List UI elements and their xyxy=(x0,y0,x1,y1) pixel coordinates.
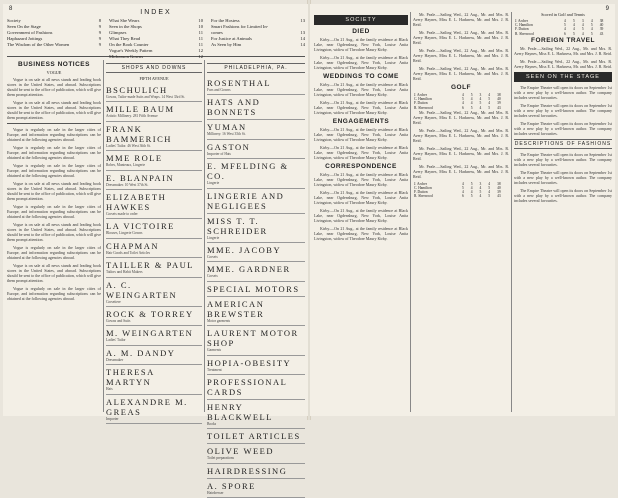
advertiser-name: HOPIA-OBESITY xyxy=(207,357,292,368)
score-cell: F. Dutton xyxy=(414,190,428,195)
advertiser-details: Hairdresser xyxy=(207,490,224,495)
advertiser-name: LA VICTOIRE xyxy=(106,221,175,232)
golf-header: GOLF xyxy=(450,84,472,91)
advertiser-name: MILLE BAUM xyxy=(106,104,175,115)
index-box xyxy=(7,10,305,57)
score-cell: 5 xyxy=(590,23,593,28)
advertisement xyxy=(207,189,305,214)
advertisement xyxy=(106,122,202,151)
index-entry-page: 14 xyxy=(300,36,305,41)
index-entry-label: Haphazard Jottings xyxy=(7,36,43,41)
score-cell: 4 xyxy=(470,190,473,195)
advertisement xyxy=(207,95,305,120)
score-cell: R. Sherwood xyxy=(414,105,433,110)
advertisement xyxy=(106,346,202,365)
advertiser-name: GASTON xyxy=(207,141,251,152)
advertiser-details: Motor garments xyxy=(207,318,231,323)
score-cell: 4 xyxy=(462,93,464,97)
score-cell: 4 xyxy=(564,19,566,23)
index-entry-label: For the Hostess xyxy=(211,18,240,23)
advertiser-details: Gowns, Tailor-made Suits and Wraps. 14 West 33rd St. xyxy=(106,95,186,99)
advertiser-name: PROFESSIONAL CARDS xyxy=(207,377,288,398)
advertiser-details: Millinery. 16 West 35th St. xyxy=(207,132,246,137)
score-cell: 40 xyxy=(497,97,501,102)
score-cell: 3 xyxy=(479,93,482,97)
advertisement xyxy=(106,190,202,219)
score-cell: 5 xyxy=(462,186,464,191)
left-page xyxy=(3,4,308,495)
index-entry-label: comes xyxy=(211,30,223,35)
advertiser-details: Treatment xyxy=(207,367,222,372)
advertiser-name: ALEXANDRE M. GREAS xyxy=(106,396,188,417)
score-cell: 5 xyxy=(470,194,473,199)
advertiser-details: Garments xyxy=(207,348,221,353)
index-entry-page: 9 xyxy=(98,30,101,35)
advertisement xyxy=(207,326,305,355)
score-cell: 38 xyxy=(599,19,604,23)
score-cell: C. Hamilton xyxy=(414,186,432,191)
page-number-left: 8 xyxy=(9,6,13,12)
index-entry-label: The Wisdom of the Other Women xyxy=(7,42,70,47)
index-entry-page: 12 xyxy=(198,48,203,53)
advertiser-details: Corsetiere xyxy=(106,299,121,304)
golf-scores-table xyxy=(413,182,509,199)
advertiser-name: HENRY BLACKWELL xyxy=(207,402,273,423)
advertisement xyxy=(106,365,202,394)
advertiser-name: M. WEINGARTEN xyxy=(106,328,194,339)
column-divider xyxy=(103,60,104,412)
advertisement xyxy=(106,151,202,170)
advertiser-details: Lingerie xyxy=(207,235,220,240)
descriptions-header: DESCRIPTIONS OF FASHIONS xyxy=(514,140,612,147)
ads-list xyxy=(106,83,202,424)
score-cell: 5 xyxy=(488,97,491,102)
score-cell: J. Archer xyxy=(515,19,528,23)
score-cell: 5 xyxy=(572,31,575,36)
score-cell: 43 xyxy=(599,31,604,36)
score-cell: 4 xyxy=(462,181,464,186)
advertiser-details: Corsets made to order xyxy=(106,212,138,217)
score-cell: 6 xyxy=(564,31,566,36)
advertiser-name: LINGERIE AND NEGLIGEES xyxy=(207,190,285,211)
advertiser-name: THERESA MARTYN xyxy=(106,367,155,388)
score-cell: 4 xyxy=(488,101,491,106)
score-cell: 40 xyxy=(497,186,501,191)
advertisement xyxy=(207,400,305,429)
advertiser-details: Lingerie xyxy=(207,181,220,186)
score-cell: R. Sherwood xyxy=(414,194,433,199)
index-entry-page: 10 xyxy=(198,24,203,29)
advertiser-name: MME. JACOBY xyxy=(207,245,282,256)
score-cell: 40 xyxy=(599,23,604,28)
advertiser-details: Artistic Millinery. 281 Fifth Avenue xyxy=(106,114,158,119)
right-page xyxy=(310,4,615,416)
score-cell: 4 xyxy=(572,27,575,32)
score-cell: 5 xyxy=(564,23,566,28)
score-cell: 3 xyxy=(479,181,482,186)
advertiser-name: A. SPORE xyxy=(207,480,256,491)
score-cell: 5 xyxy=(590,31,593,36)
engagements-header: ENGAGEMENTS xyxy=(332,118,390,125)
advertiser-name: FRANK BAMMERICH xyxy=(106,123,172,144)
column-divider xyxy=(511,12,512,412)
advertiser-details: Corsets xyxy=(207,274,218,279)
advertisement xyxy=(207,356,305,375)
advertiser-details: Furs and Gowns xyxy=(207,88,231,92)
score-cell: 5 xyxy=(479,101,482,106)
score-cell: 4 xyxy=(479,105,482,110)
index-entry-page: 13 xyxy=(300,30,305,35)
advertiser-details: Toilet preparations xyxy=(207,456,234,461)
advertisement xyxy=(106,239,202,258)
score-cell: 5 xyxy=(488,186,491,191)
score-cell: 4 xyxy=(488,181,491,186)
advertisement xyxy=(106,278,202,307)
golf-scores-table xyxy=(413,93,509,110)
advertisement xyxy=(207,262,305,281)
score-cell: 39 xyxy=(497,101,501,106)
advertiser-name: CHAPMAN xyxy=(106,240,160,251)
score-cell: 4 xyxy=(581,31,584,36)
died-header: DIED xyxy=(352,28,370,35)
seen-on-stage-banner: SEEN ON THE STAGE xyxy=(514,72,612,82)
scores-title: Scored in Golf and Tennis xyxy=(541,12,585,17)
advertiser-name: SPECIAL MOTORS xyxy=(207,283,300,294)
index-entry-page: 11 xyxy=(198,30,203,35)
score-row xyxy=(413,194,509,198)
society-banner: SOCIETY xyxy=(314,15,408,25)
advertisement xyxy=(207,282,305,297)
score-cell: 4 xyxy=(488,190,491,195)
score-cell: R. Sherwood xyxy=(515,31,534,36)
advertiser-details: Importer xyxy=(106,416,119,421)
advertiser-name: MME ROLE xyxy=(106,153,163,164)
advertiser-details: Books xyxy=(207,422,217,427)
society-column xyxy=(207,60,305,495)
index-entry-page: 10 xyxy=(198,18,203,23)
score-cell: 4 xyxy=(590,19,593,23)
advertisement xyxy=(207,140,305,159)
advertiser-name: BSCHULICH xyxy=(106,85,168,95)
score-row xyxy=(514,32,612,36)
advertiser-details: Hats xyxy=(106,387,113,392)
score-cell: 5 xyxy=(488,105,491,110)
advertisement xyxy=(106,258,202,277)
index-entry-label: As Seen by Him xyxy=(211,42,242,47)
advertiser-details: Tailors and Habit Makers xyxy=(106,270,143,275)
index-entry-label: Smart Fashions for Limited In- xyxy=(211,24,269,29)
advertiser-name: OLIVE WEED xyxy=(207,446,275,457)
score-cell: 6 xyxy=(462,105,464,110)
advertisement xyxy=(106,171,202,190)
ads-list xyxy=(207,76,305,498)
travel-column: Mr. Peale.—Sailing Wed., 22 Aug., Mr. and Mrs. R. Avery Haynes, Miss E. L. Harkness, Mr. and Mrs. J. R. Reid. Mr. Peale.—Sailing Wed., 22 Aug., Mr. and Mrs. R. Avery Haynes, Miss E. L. Harkness, Mr. and Mrs. J. R. Reid. Mr. Peale.—Sailing Wed., 22 Aug., Mr. and Mrs. R. Avery Haynes, Miss E. L. Harkness, Mr. and Mrs. J. R. Reid. Mr. Peale.—Sailing Wed., 22 Aug., Mr. and Mrs. R. Avery Haynes, Miss E. L. Harkness, Mr. and Mrs. J. R. Reid. GOLF J. Archer 4 5 3 4 38 C. Hamilton 5 4 4 5 40 F. Dutton 4 4 5 4 39 R. Sherwood 6 5 4 5 43 Mr. Peale.—Sailing Wed., 22 Aug., Mr. and Mrs. R. Avery Haynes, Miss E. L. Harkness, Mr. and Mrs. J. R. Reid. Mr. Peale.—Sailing Wed., 22 Aug., Mr. and Mrs. R. Avery Haynes, Miss E. L. Harkness, Mr. and Mrs. J. R. Reid. Mr. Peale.—Sailing Wed., 22 Aug., Mr. and Mrs. R. Avery Haynes, Miss E. L. Harkness, Mr. and Mrs. J. R. Reid. Mr. Peale.—Sailing Wed., 22 Aug., Mr. and Mrs. R. Avery Haynes, Miss E. L. Harkness, Mr. and Mrs. J. R. Reid. J. Archer 4 5 3 4 38 C. Hamilton 5 4 4 5 40 F. Dutton 4 4 5 4 39 R. Sherwood 6 5 4 5 43 xyxy=(413,12,509,199)
advertiser-name: HATS AND BONNETS xyxy=(207,97,261,118)
advertiser-name: ROSENTHAL xyxy=(207,78,272,88)
advertiser-details: Corsets xyxy=(207,255,218,260)
score-cell: 5 xyxy=(462,97,464,102)
score-cell: 5 xyxy=(581,27,584,32)
score-cell: 5 xyxy=(470,181,473,186)
score-cell: 4 xyxy=(590,27,593,32)
score-cell: 5 xyxy=(479,190,482,195)
index-col-1 xyxy=(7,18,101,48)
index-entry-page: 9 xyxy=(98,42,101,47)
index-entry[interactable] xyxy=(7,42,101,48)
column-divider xyxy=(204,60,205,412)
score-cell: 43 xyxy=(497,105,501,110)
score-cell: 38 xyxy=(497,181,501,186)
advertiser-details: Dressmaker. 10 West 37th St. xyxy=(106,182,149,187)
index-entry-label: Government of Fashions xyxy=(7,30,53,35)
score-cell: F. Dutton xyxy=(515,27,529,32)
weddings-header: WEDDINGS TO COME xyxy=(323,73,399,80)
advertiser-name: ELIZABETH HAWKES xyxy=(106,192,167,213)
score-cell: 4 xyxy=(564,27,566,32)
advertiser-details: Gowns and Suits xyxy=(106,319,131,324)
index-entry-page: 13 xyxy=(300,18,305,23)
advertiser-details: Robes, Manteaux, Lingerie xyxy=(106,163,146,168)
index-entry-page: 8 xyxy=(98,18,101,23)
score-cell: 39 xyxy=(497,190,501,195)
column-divider xyxy=(410,12,411,412)
scores-table xyxy=(514,19,612,36)
stage-column: Scored in Golf and Tennis J. Archer 4 5 3 4 38 C. Hamilton 5 4 4 5 40 F. Dutton 4 4 5 4 39 R. Sherwood 6 5 4 5 43 FOREIGN TRAVEL Mr. Peale.—Sailing Wed., 22 Aug., Mr. and Mrs. R. Avery Haynes, Miss E. L. Harkness, Mr. and Mrs. J. R. Reid. Mr. Peale.—Sailing Wed., 22 Aug., Mr. and Mrs. R. Avery Haynes, Miss E. L. Harkness, Mr. and Mrs. J. R. Reid. SEEN ON THE STAGE The Empire Theatre will open its doors on September 1st with a new play by a well-known author. The company includes several favourites. The Empire Theatre will open its doors on September 1st with a new play by a well-known author. The company includes several favourites. The Empire Theatre will open its doors on September 1st with a new play by a well-known author. The company includes several favourites. DESCRIPTIONS OF FASHIONS The Empire Theatre will open its doors on September 1st with a new play by a well-known author. The company includes several favourites. The Empire Theatre will open its doors on September 1st with a new play by a well-known author. The company includes several favourites. The Empire Theatre will open its doors on September 1st with a new play by a well-known author. The company includes several favourites. xyxy=(514,12,612,203)
advertiser-name: A. C. WEINGARTEN xyxy=(106,279,178,300)
advertisement xyxy=(207,120,305,139)
index-title: INDEX xyxy=(140,9,172,16)
score-cell: 4 xyxy=(470,101,473,106)
index-entry-page: 9 xyxy=(98,36,101,41)
score-cell: 4 xyxy=(572,23,575,28)
advertiser-details: Ladies' Tailor. 46 West 36th St. xyxy=(106,143,151,148)
score-cell: J. Archer xyxy=(414,181,427,186)
index-entry-page: 12 xyxy=(198,54,203,59)
index-entry-page: 11 xyxy=(198,42,203,47)
advertiser-name: MISS T. T. SCHREIDER xyxy=(207,215,268,236)
index-entry-page: 14 xyxy=(300,42,305,47)
advertiser-details: Importer of Hats xyxy=(207,151,231,156)
advertiser-name: AMERICAN BREWSTER xyxy=(207,298,265,319)
score-cell: C. Hamilton xyxy=(414,97,432,102)
score-cell: 4 xyxy=(470,97,473,102)
shops-column xyxy=(106,60,202,421)
score-cell: 4 xyxy=(462,190,464,195)
advertisement xyxy=(106,326,202,345)
business-notices-sub: VOGUE xyxy=(46,70,62,75)
advertiser-name: LAURENT MOTOR SHOP xyxy=(207,328,299,349)
advertiser-name: HAIRDRESSING xyxy=(207,465,288,476)
score-cell: 5 xyxy=(470,93,473,97)
advertisement xyxy=(207,214,305,243)
advertisement xyxy=(207,375,305,400)
advertiser-name: A. M. DANDY xyxy=(106,347,176,358)
index-entry-label: Glimpses xyxy=(109,30,127,35)
business-notices-title: BUSINESS NOTICES xyxy=(18,61,90,68)
index-entry-label: Society xyxy=(7,18,21,23)
index-entry-label: Seen On the Stage xyxy=(7,24,41,29)
score-cell: 39 xyxy=(599,27,604,32)
col3-header: PHILADELPHIA, PA. xyxy=(207,63,305,73)
advertiser-name: E. MFELDING & CO. xyxy=(207,161,289,182)
shops-header: SHOPS AND DOWNS xyxy=(106,63,202,73)
index-entry-label: What They Read xyxy=(109,36,141,41)
advertiser-details: Ladies' Tailor xyxy=(106,338,126,343)
score-cell: 6 xyxy=(462,194,464,199)
society-text-column: SOCIETY DIED Kirby.—On 21 Aug., at the family residence at Black Lake, near Ogdensburg, New York, Louise Anita Livingston, widow of Theodore Maury Kirby. Kirby.—On 21 Aug., at the family residence at Black Lake, near Ogdensburg, New York, Louise Anita Livingston, widow of Theodore Maury Kirby. WEDDINGS TO COME Kirby.—On 21 Aug., at the family residence at Black Lake, near Ogdensburg, New York, Louise Anita Livingston, widow of Theodore Maury Kirby. Kirby.—On 21 Aug., at the family residence at Black Lake, near Ogdensburg, New York, Louise Anita Livingston, widow of Theodore Maury Kirby. ENGAGEMENTS Kirby.—On 21 Aug., at the family residence at Black Lake, near Ogdensburg, New York, Louise Anita Livingston, widow of Theodore Maury Kirby. Kirby.—On 21 Aug., at the family residence at Black Lake, near Ogdensburg, New York, Louise Anita Livingston, widow of Theodore Maury Kirby. CORRESPONDENCE Kirby.—On 21 Aug., at the family residence at Black Lake, near Ogdensburg, New York, Louise Anita Livingston, widow of Theodore Maury Kirby. Kirby.—On 21 Aug., at the family residence at Black Lake, near Ogdensburg, New York, Louise Anita Livingston, widow of Theodore Maury Kirby. Kirby.—On 21 Aug., at the family residence at Black Lake, near Ogdensburg, New York, Louise Anita Livingston, widow of Theodore Maury Kirby. Kirby.—On 21 Aug., at the family residence at Black Lake, near Ogdensburg, New York, Louise Anita Livingston, widow of Theodore Maury Kirby. xyxy=(314,17,408,241)
advertisement xyxy=(106,219,202,238)
score-cell: 5 xyxy=(572,19,575,23)
score-cell: 43 xyxy=(497,194,501,199)
score-cell: 5 xyxy=(470,105,473,110)
advertisement xyxy=(207,444,305,463)
vogue-note: Vogue is regularly on sale in the larger cities of Europe, and information regarding subscriptions can be obtained at the following agencies abroad. Vogue is regularly on sale in the larger cities of Europe, and information regarding subscriptions can be obtained at the following agencies abroad. Vogue is regularly on sale in the larger cities of Europe, and information regarding subscriptions can be obtained at the following agencies abroad. Vogue is on sale at all news stands and leading book stores in the United States, and abroad. Subscriptions should be sent to the office of publication, which will give them prompt attention. Vogue is regularly on sale in the larger cities of Europe, and information regarding subscriptions can be obtained at the following agencies abroad. Vogue is on sale at all news stands and leading book stores in the United States, and abroad. Subscriptions should be sent to the office of publication, which will give them prompt attention. Vogue is regularly on sale in the larger cities of Europe, and information regarding subscriptions can be obtained at the following agencies abroad. Vogue is on sale at all news stands and leading book stores in the United States, and abroad. Subscriptions should be sent to the office of publication, which will give them prompt attention. Vogue is regularly on sale in the larger cities of Europe, and information regarding subscriptions can be obtained at the following agencies abroad. xyxy=(7,127,101,301)
index-entry-label: What She Wears xyxy=(109,18,140,23)
advertiser-name: YUMAN xyxy=(207,122,247,133)
correspondence-header: CORRESPONDENCE xyxy=(325,163,397,170)
index-entry-label: Seen in the Shops xyxy=(109,24,142,29)
advertiser-name: MME. GARDNER xyxy=(207,264,291,275)
index-col-3 xyxy=(211,18,305,48)
index-entry-label: On the Book Counter xyxy=(109,42,149,47)
advertiser-details: Blouses, Lingerie Gowns xyxy=(106,231,143,236)
score-cell: 4 xyxy=(479,186,482,191)
score-cell: 4 xyxy=(581,23,584,28)
fifth-avenue-label: FIFTH AVENUE xyxy=(139,76,169,81)
advertiser-name: TAILLER & PAUL xyxy=(106,260,195,271)
business-notices-column xyxy=(7,60,101,413)
score-cell: 3 xyxy=(581,19,584,23)
score-cell: 4 xyxy=(479,194,482,199)
advertisement xyxy=(207,159,305,188)
score-cell: 4 xyxy=(488,93,491,97)
score-cell: F. Dutton xyxy=(414,101,428,106)
index-entry-page: 11 xyxy=(198,36,203,41)
score-cell: J. Archer xyxy=(414,93,427,97)
score-cell: 4 xyxy=(462,101,464,106)
advertiser-name: E. BLANPAIN xyxy=(106,172,175,183)
index-col-2 xyxy=(109,18,203,60)
advertisement xyxy=(207,76,305,95)
advertiser-details: Hair Goods and Toilet Articles xyxy=(106,250,150,255)
score-cell: 4 xyxy=(470,186,473,191)
index-entry-label: For Justice at Animals xyxy=(211,36,252,41)
advertisement xyxy=(207,429,305,444)
advertiser-name: TOILET ARTICLES xyxy=(207,431,301,442)
index-entry[interactable] xyxy=(211,42,305,48)
advertisement xyxy=(207,479,305,498)
index-entry-label: Vogue's Weekly Pattern xyxy=(109,48,153,53)
advertiser-details: Dressmaker xyxy=(106,357,124,362)
index-entry-page: 9 xyxy=(98,24,101,29)
advertisement xyxy=(207,243,305,262)
advertisement xyxy=(207,297,305,326)
advertiser-name: ROCK & TORREY xyxy=(106,309,194,320)
score-cell: 38 xyxy=(497,93,501,97)
advertisement xyxy=(106,83,202,102)
score-cell: 5 xyxy=(488,194,491,199)
score-cell: C. Hamilton xyxy=(515,23,533,28)
business-text: Vogue is on sale at all news stands and leading book stores in the United States, and abroad. Subscriptions should be sent to the office of publication, which will give them prompt attention. Vogue is on sale at all news stands and leading book stores in the United States, and abroad. Subscriptions should be sent to the office of publication, which will give them prompt attention. xyxy=(7,77,101,120)
advertisement xyxy=(106,102,202,121)
advertisement xyxy=(207,464,305,479)
page-number-right: 9 xyxy=(605,6,609,12)
advertisement xyxy=(106,395,202,424)
advertisement xyxy=(106,307,202,326)
score-cell: 4 xyxy=(479,97,482,102)
foreign-travel-header: FOREIGN TRAVEL xyxy=(531,36,595,44)
index-entry-label: Midseason Gowns xyxy=(109,54,144,59)
